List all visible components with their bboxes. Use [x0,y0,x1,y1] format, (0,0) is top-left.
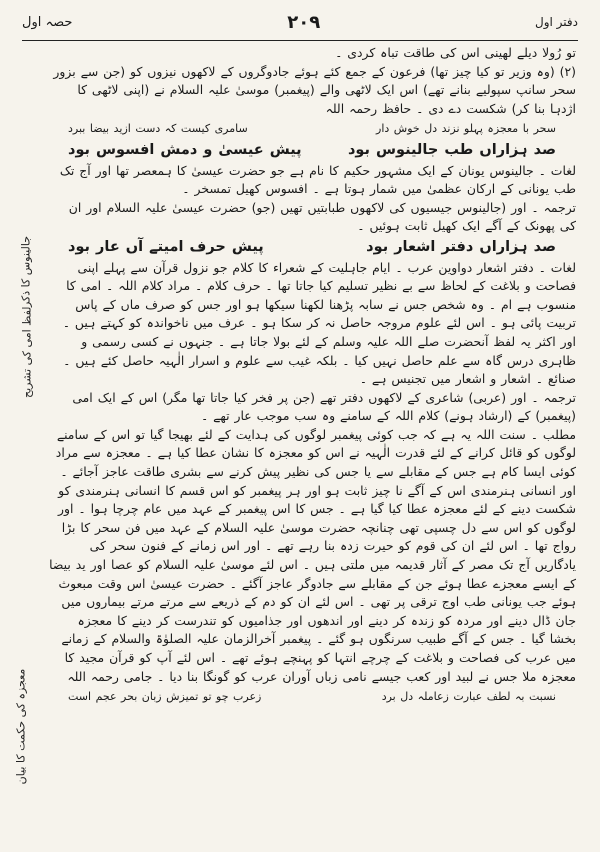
paragraph-2: (۲) (وہ وزیر تو کیا چیز تھا) فرعون کے جمع کئے ہوئے جادوگروں کے لاکھوں نیزوں کو (جن سے بزور سحر سانپ سپولیے بنانے تھے) اس ایک لاٹھی والے (پیغمبر) موسیٰ علیہ السلام نے (اپنی لاٹھی کا اژدہا بنا کر) شکست دے دی ۔ حافظ رحمہ اللہ [53,63,576,116]
page-header [22,8,578,36]
margin-note-galen: جالینوس کا ذکر [19,235,33,308]
verse-1-hemistich-b: سامری کیست کہ دست ازید بیضا ببرد [68,122,248,136]
book-title: دفتر اول [535,15,578,29]
verse-2-hemistich-b: پیش عیسیٰ و دمش افسوس بود [68,141,302,158]
margin-note-miracle: معجزہ کی حکمت کا بیان [14,668,28,785]
tarjuma-2: ترجمہ ۔ اور (عربی) شاعری کے لاکھوں دفتر تھے (جن پر فخر کیا جاتا تھا مگر) اس کے ایک امی (پیغمبر) کے (ارشاد ہونے) کلام اللہ کے سامنے وہ سب موجب عار تھے ۔ [72,389,576,424]
page-body [48,44,576,834]
verse-couplet-1 [48,120,576,139]
final-verse-hemistich-a: نسبت بہ لطف عبارت زعاملہ دل برد [381,690,556,704]
verse-3-hemistich-b: پیش حرف امیتے آں عار بود [68,238,264,255]
lughat-1: لغات ۔ جالینوس یونان کے ایک مشہور حکیم کا نام ہے جو حضرت عیسیٰ کا ہمعصر تھا اور آج تک طب یونانی کے ارکان عظمیٰ میں شمار ہوتا ہے ۔ افسوس کھیل تمسخر ۔ [59,162,576,197]
header-rule [22,40,578,41]
verse-couplet-final [48,688,576,707]
lughat-2: لغات ۔ دفتر اشعار دواوین عرب ۔ ایام جاہلیت کے شعراء کا کلام جو نزول قرآن سے پہلے اپنی فصاحت و بلاغت کے لحاظ سے بے نظیر تسلیم کیا جاتا تھا ۔ حرف کلام ۔ مراد کلام اللہ ۔ امی کا منسوب ہے ام ۔ وہ شخص جس نے سابہ پڑھنا لکھنا سیکھا ہو اور جس کو صرف ماں کے پاس تربیت پائی ہو ۔ اس لئے علوم مروجہ حاصل نہ کر سکا ہو ۔ عرف میں ناخواندہ کو کہتے ہیں ۔ اور اکثر یہ لفظ آنحضرت صلے اللہ علیہ وسلم کے لئے بولا جاتا ہے ۔ جنہوں نے کسی رسمی و ظاہری درس گاہ سے علم حاصل نہیں کیا ۔ بلکہ غیب سے علوم و اسرار الٰہیہ حاصل کئے ہیں ۔ [62,259,576,368]
verse-1-hemistich-a: سحر با معجزہ پہلو نزند دل خوش دار [376,122,556,136]
verse-2-hemistich-a: صد ہزاراں طب جالینوس بود [347,141,556,158]
tarjuma-1: ترجمہ ۔ اور (جالینوس جیسیوں کی لاکھوں طبابتیں تھیں (جو) حضرت عیسیٰ علیہ السلام اور ان کی پھونک کے آگے ایک کھیل ثابت ہوئیں ۔ [68,199,576,234]
verse-couplet-2 [48,141,576,160]
verse-3-hemistich-a: صد ہزاراں دفتر اشعار بود [366,238,556,255]
verse-couplet-3 [48,238,576,257]
sanaa: صنائع ۔ اشعار و اشعار میں تجنیس ہے ۔ [359,371,576,387]
page-number: ۲۰۹ [287,11,321,33]
paragraph-1: تو رُولا دیلے لھینی اس کی طاقت تباہ کردی ۔ [335,45,576,60]
matlab: مطلب ۔ سنت اللہ یہ ہے کہ جب کوئی پیغمبر لوگوں کی ہدایت کے لئے بھیجا گیا تو اس کے سامنے لوگوں کو قائل کرانے کے لئے قدرت الٰہیہ نے اس کو معجزہ کا نشان عطا کیا ہے ۔ معجزہ سے مراد کوئی ایسا کام ہے جس کے مقابلے سے یا جس کی نظیر پیش کرنے سے بشری طاقت عاجز آجائے ۔ اور انسانی ہنرمندی اس کے آگے نا چیز ثابت ہو اور ہر پیغمبر کو اس قسم کا انسانی ہنرمندی کو شکست دینے کے لئے معجزہ عطا کیا گیا ہے ۔ جس کا اس پیغمبر کے عہد میں عام چرچا ہوا ۔ اور لوگوں کو اس سے دل چسپی تھی چنانچہ حضرت موسیٰ علیہ السلام کے عہد میں فن سحر کا بڑا رواج تھا ۔ اس لئے ان کی قوم کو حیرت زدہ بنا رہے تھے ۔ اور اس زمانے کے فنون سحر کی یادگاریں آج تک مصر کے آثار قدیمہ میں ملتی ہیں ۔ اس لئے موسیٰ علیہ السلام کو عصا اور ید بیضا کے ایسے معجزے عطا ہوئے جن کے مقابلے سے جادوگر عاجز آگئے ۔ حضرت عیسیٰ اس وقت مبعوث ہوئے جب یونانی طب اوج ترقی پر تھی ۔ اس لئے ان کو دم کے ذریعے سے مرتے مرتے بیماروں میں جان ڈال دینے اور مردہ کو زندہ کر دینے اور اندھوں اور جذامیوں کو تندرست کر دینے کا معجزہ بخشا گیا ۔ جس کے آگے طبیب سرنگوں ہو گئے ۔ پیغمبر آخرالزمان علیہ الصلوٰۃ والسلام کے زمانے میں عرب کی فصاحت و بلاغت کے چرچے انتہا کو پہنچے ہوئے تھے ۔ اس لئے آپ کو قرآن مجید کا معجزہ ملا جس نے لبید اور کعب جیسے نامی زباں آوران عرب کو گونگا بنا دیا ۔ جامی رحمہ اللہ [49,426,576,684]
margin-note-ummi: لفظ امی کی تشریح [20,306,34,398]
part-label: حصہ اول [22,14,73,30]
final-verse-hemistich-b: زعرب چو تو تمیزش زبان بحر عجم است [68,690,262,704]
